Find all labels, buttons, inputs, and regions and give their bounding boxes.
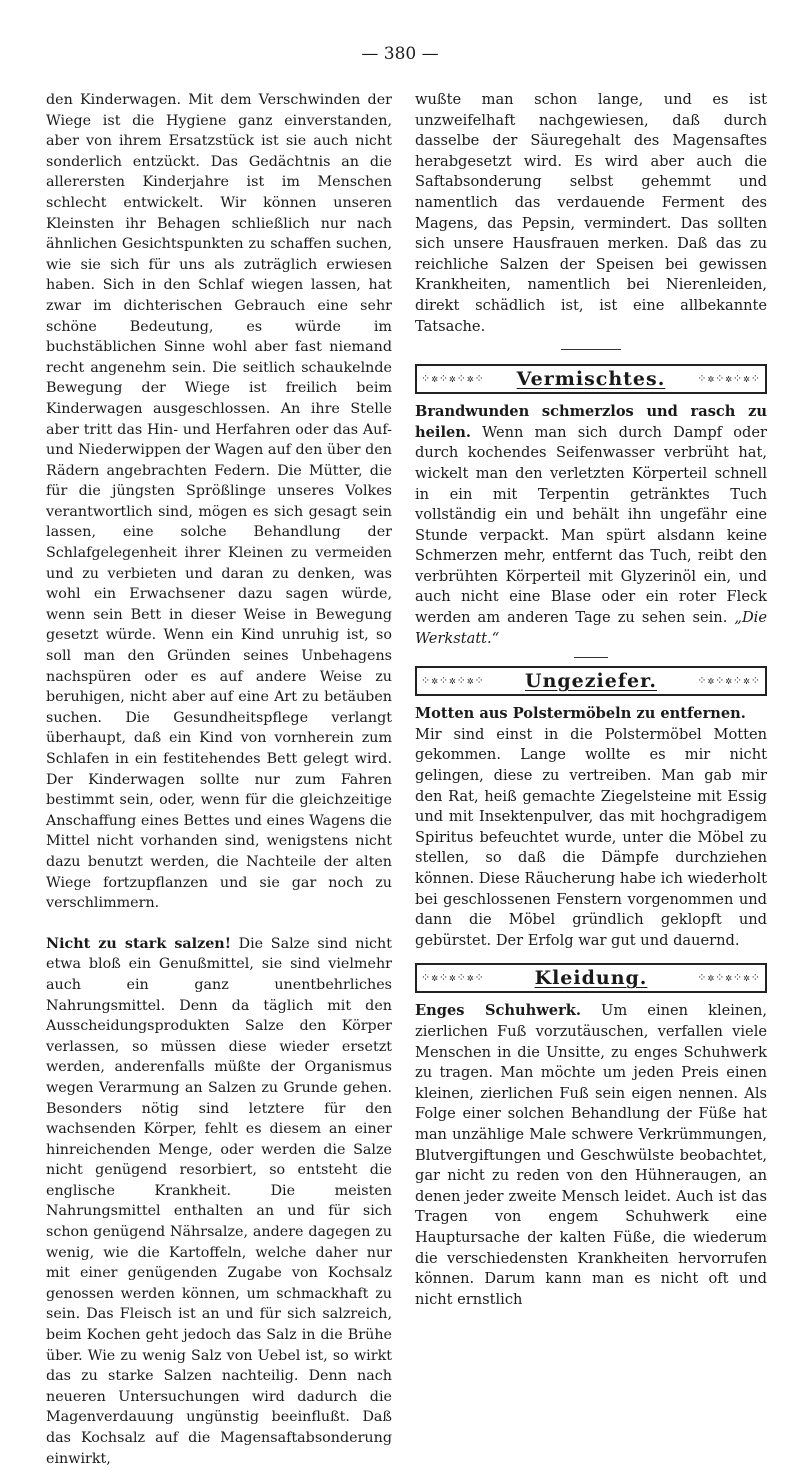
article-brandwunden-body: Wenn man sich durch Dampf oder durch kochendes Seifenwasser verbrüht hat, wickelt man den verletzten Körperteil schnell in ein mit Terpentin getränktes Tuch vollständig ein und behält ihn ungefähr eine Stunde verpackt. Man spürt alsdann keine Schmerzen mehr, entfernt das Tuch, reibt den verbrühten Körperteil mit Glyzerinöl ein, und auch nicht eine Blase oder ein roter Fleck werden am anderen Tage zu sehen sein.	[415, 423, 767, 627]
article-paragraph-kinderwagen: den Kinderwagen. Mit dem Verschwinden der Wiege ist die Hygiene ganz einverstanden, aber von ihrem Ersatzstück ist sie auch nicht sonderlich entzückt. Das Gedächtnis an die allerersten Kinderjahre ist im Menschen schlecht entwickelt. Wir können unseren Kleinsten ihr Behagen schließlich nur nach ähnlichen Gesichtspunkten zu schaffen suchen, wie sie sich für uns als zuträglich erwiesen haben. Sich in den Schlaf wiegen lassen, hat zwar im dichterischen Gebrauch eine sehr schöne Bedeutung, es würde im buchstäblichen Sinne wohl aber fast niemand recht angenehm sein. Die seitlich schaukelnde Bewegung der Wiege ist freilich beim Kinderwagen ausgeschlossen. An ihre Stelle aber tritt das Hin- und Herfahren oder das Auf- und Niederwippen der Wagen auf den über den Rädern angebrachten Federn. Die Mütter, die für die jüngsten Sprößlinge unseres Volkes verantwortlich sind, mögen es sich gesagt sein lassen, eine solche Behandlung der Schlafgelegenheit ihrer Kleinen zu vermeiden und zu verbieten und daran zu denken, was wohl ein Erwachsener dazu sagen würde, wenn sein Bett in dieser Weise in Bewegung gesetzt würde. Wenn ein Kind unruhig ist, so soll man den Gründen seines Unbehagens nachspüren oder es auf andere Weise zu beruhigen, nicht aber auf eine Art zu betäuben suchen. Die Gesundheitspflege verlangt überhaupt, daß ein Kind von vornherein zum Schlafen in ein festitehendes Bett gelegt wird. Der Kinderwagen sollte nur zum Fahren bestimmt sein, oder, wenn für die gleichzeitige Anschaffung eines Bettes und eines Wagens die Mittel nicht vorhanden sind, wenigstens nicht dazu benutzt werden, die Nachteile der alten Wiege fortzupflanzen und sie gar noch zu verschlimmern.	[46, 92, 392, 912]
ornament-right-icon: ⁘✲⁘✲⁘✲⁘	[697, 674, 761, 688]
ornament-left-icon: ⁘✲⁘✲⁘✲⁘	[421, 372, 485, 386]
ornament-left-icon: ⁘✲⁘✲⁘✲⁘	[421, 674, 485, 688]
article-schuhwerk	[415, 1001, 767, 1310]
section-divider	[561, 349, 621, 350]
section-title: Kleidung.	[534, 967, 648, 990]
article-motten-body: Mir sind einst in die Polstermöbel Motten gekommen. Lange wollte es mir nicht gelingen, diese zu vertreiben. Man gab mir den Rat, heiß gemachte Ziegelsteine mit Essig und mit Insektenpulver, das mit hochgradigem Spiritus befeuchtet wurde, unter die Möbel zu stellen, so daß die Dämpfe durchziehen können. Diese Räucherung habe ich wiederholt bei geschlossenen Fenstern vorgenommen und dann die Möbel gründlich geklopft und gebürstet. Der Erfolg war gut und dauernd.	[415, 725, 767, 949]
article-motten-heading-line	[415, 704, 767, 725]
article-brandwunden-heading: Brandwunden schmerzlos und rasch zu heilen.	[415, 403, 767, 441]
article-source: „Die Werkstatt.“	[415, 609, 767, 647]
article-schuhwerk-heading: Enges Schuhwerk.	[415, 1002, 581, 1020]
article-salt-heading: Nicht zu stark salzen!	[46, 935, 231, 952]
section-heading-ungeziefer	[415, 666, 767, 696]
ornament-right-icon: ⁘✲⁘✲⁘✲⁘	[697, 971, 761, 985]
right-column	[415, 90, 767, 1310]
ornament-left-icon: ⁘✲⁘✲⁘✲⁘	[421, 971, 485, 985]
article-salt	[46, 934, 392, 1469]
section-divider	[574, 657, 608, 658]
article-brandwunden	[415, 402, 767, 649]
section-heading-kleidung	[415, 963, 767, 993]
section-heading-vermischtes	[415, 364, 767, 394]
article-motten-heading: Motten aus Polstermöbeln zu entfernen.	[415, 705, 746, 723]
section-title: Vermischtes.	[516, 368, 666, 391]
article-schuhwerk-body: Um einen kleinen, zierlichen Fuß vorzutäuschen, verfallen viele Menschen in die Unsitte, zu enges Schuhwerk zu tragen. Man möchte um jeden Preis einen kleinen, zierlichen Fuß sein eigen nennen. Als Folge einer solchen Behandlung der Füße hat man unzählige Male schwere Verkrümmungen, Blutvergiftungen und Geschwülste beobachtet, gar nicht zu reden von den Hühneraugen, an denen jeder zweite Mensch leidet. Auch ist das Tragen von engem Schuhwerk eine Hauptursache der kalten Füße, die wiederum die verschiedensten Krankheiten hervorrufen können. Darum kann man es nicht oft und nicht ernstlich	[415, 1002, 767, 1308]
left-column	[46, 90, 392, 1469]
section-title: Ungeziefer.	[525, 670, 657, 693]
page-number: — 380 —	[361, 44, 439, 64]
article-salt-continuation: wußte man schon lange, und es ist unzweifelhaft nachgewiesen, daß durch dasselbe der Säuregehalt des Magensaftes herabgesetzt wird. Es wird aber auch die Saftabsonderung selbst gehemmt und namentlich das verdauende Ferment des Magens, das Pepsin, vermindert. Das sollten sich unsere Hausfrauen merken. Daß das zu reichliche Salzen der Speisen bei gewissen Krankheiten, namentlich bei Nierenleiden, direkt schädlich ist, ist eine allbekannte Tatsache.	[415, 91, 767, 335]
ornament-right-icon: ⁘✲⁘✲⁘✲⁘	[697, 372, 761, 386]
article-salt-body: Die Salze sind nicht etwa bloß ein Genußmittel, sie sind vielmehr auch ein ganz unentbehrliches Nahrungsmittel. Denn da täglich mit den Ausscheidungsprodukten Salze den Körper verlassen, so müssen diese wieder ersetzt werden, anderenfalls müßte der Organismus wegen Verarmung an Salzen zu Grunde gehen. Besonders nötig sind letztere für den wachsenden Körper, fehlt es diesem an einer hinreichenden Menge, oder werden die Salze nicht genügend resorbiert, so entsteht die englische Krankheit. Die meisten Nahrungsmittel enthalten an und für sich schon genügend Nährsalze, andere dagegen zu wenig, wie die Kartoffeln, welche daher nur mit einer genügenden Zugabe von Kochsalz genossen werden können, um schmackhaft zu sein. Das Fleisch ist an und für sich salzreich, beim Kochen geht jedoch das Salz in die Brühe über. Wie zu wenig Salz von Uebel ist, so wirkt das zu starke Salzen nachteilig. Denn nach neueren Untersuchungen wird dadurch die Magenverdauung ungünstig beeinflußt. Daß das Kochsalz auf die Magensaftabsonderung einwirkt,	[46, 935, 392, 1467]
